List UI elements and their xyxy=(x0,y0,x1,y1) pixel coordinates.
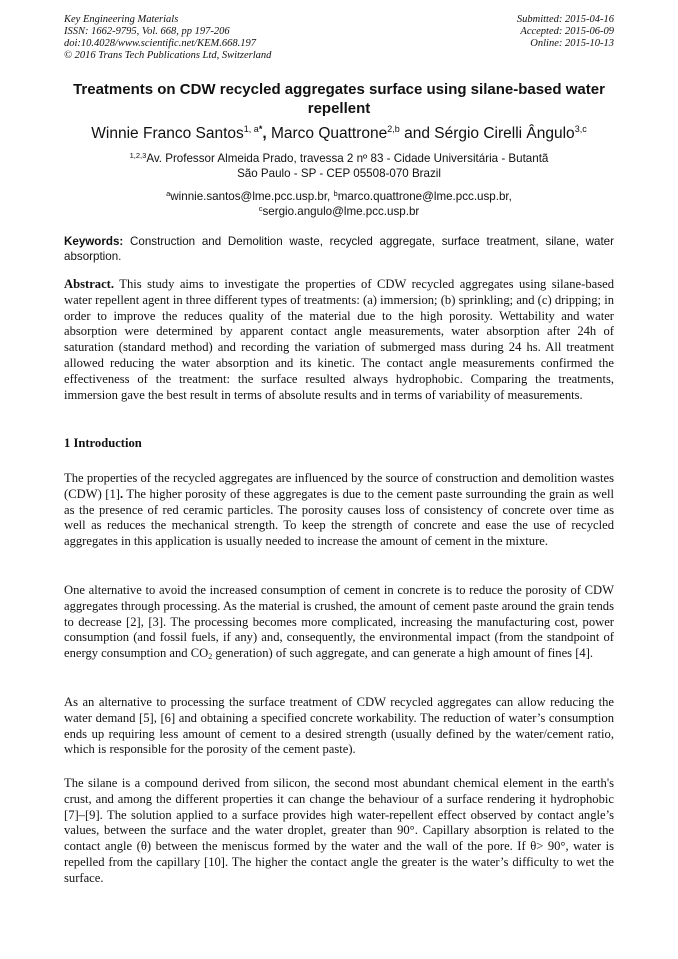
section-heading-introduction: 1 Introduction xyxy=(64,436,142,450)
author-1-name: Winnie Franco Santos xyxy=(91,125,244,142)
journal-info xyxy=(64,14,271,62)
p1-bold-dot: . xyxy=(119,486,124,501)
co2-subscript: 2 xyxy=(208,652,213,662)
keywords xyxy=(64,234,614,264)
affiliation xyxy=(64,151,614,181)
author-3-sup: 3,c xyxy=(574,124,587,134)
email-b[interactable]: marco.quattrone@lme.pcc.usp.br, xyxy=(337,190,512,203)
p2-text-b: generation) of such aggregate, and can generate a high amount of fines [4]. xyxy=(212,646,594,661)
copyright-line: © 2016 Trans Tech Publications Ltd, Switzerland xyxy=(64,50,272,61)
submitted-date: Submitted: 2015-04-16 xyxy=(516,14,614,25)
abstract xyxy=(64,277,614,403)
keywords-text: Construction and Demolition waste, recycled aggregate, surface treatment, silane, water absorption. xyxy=(64,235,614,263)
email-c[interactable]: sergio.angulo@lme.pcc.usp.br xyxy=(262,205,420,218)
email-a-sup: a xyxy=(166,189,171,198)
abstract-label: Abstract. xyxy=(64,277,115,291)
author-emails xyxy=(64,189,614,219)
affiliation-sup: 1,2,3 xyxy=(129,151,147,160)
paper-title: Treatments on CDW recycled aggregates surface using silane-based water repellent xyxy=(73,81,605,117)
email-b-sup: b xyxy=(333,189,338,198)
author-3-name: Sérgio Cirelli Ângulo xyxy=(434,125,575,142)
issn-line: ISSN: 1662-9795, Vol. 668, pp 197-206 xyxy=(64,26,230,37)
p2-text-a: One alternative to avoid the increased consumption of cement in concrete is to reduce the porosity of CDW aggregates through processing. As the material is crushed, the amount of cement paste around the grain tends to decrease [2], [3]. The processing becomes more complicated, increasing the manufacturing cost, power consumption (and fossil fuels, if any) and, consequently, the environmental impact (from the standpoint of energy consumption and CO xyxy=(64,583,614,661)
author-separator: , xyxy=(262,125,267,142)
doi-line: doi:10.4028/www.scientific.net/KEM.668.197 xyxy=(64,38,256,49)
intro-paragraph-2 xyxy=(64,583,614,662)
intro-paragraph-4: The silane is a compound derived from silicon, the second most abundant chemical element in the earth's crust, and among the different properties it can change the behaviour of a surface rendering it hydrophobic [7]–[9]. The solution applied to a surface provides high water-repellent effect observed by contact angle’s values, between the surface and the water droplet, greater than 90°. Capillary absorption is related to the contact angle (θ) between the meniscus formed by the water and the wall of the pore. If θ> 90°, water is repelled from the capillary [10]. The higher the contact angle the greater is the water’s difficulty to wet the surface. xyxy=(64,776,614,885)
accepted-date: Accepted: 2015-06-09 xyxy=(520,26,614,37)
p1-text-b: The higher porosity of these aggregates is due to the cement paste surrounding the grain as well as the presence of red ceramic particles. The porosity causes loss of consistency of concrete over time as well as reduces the mechanical strength. To keep the strength of concrete and ease the use of recycled aggregates in this application is usually needed to increase the amount of cement in the mixture. xyxy=(64,486,615,549)
email-c-sup: c xyxy=(258,204,263,213)
author-2-sup: 2,b xyxy=(387,124,400,134)
abstract-text: This study aims to investigate the properties of CDW recycled aggregates using silane-based water repellent agent in three different types of treatments: (a) immersion; (b) sprinkling; and (c) dripping; in order to improve the reduces quality of the material due to the high porosity. Wettability and water absorption were determined by apparent contact angle measurements, water absorption after 24h of saturation (standard method) and recording the variation of submerged mass during 24 hs. All treatment allowed reducing the water absorption and its kinetic. The contact angle measurements confirmed the effectiveness of the treatment: the surface resulted always hydrophobic. Comparing the treatments, immersion gave the best result in terms of absolute results and in terms of variability of measurements. xyxy=(64,277,614,402)
affiliation-line-1: Av. Professor Almeida Prado, travessa 2 nº 83 - Cidade Universitária - Butantã xyxy=(146,152,549,165)
affiliation-line-2: São Paulo - SP - CEP 05508-070 Brazil xyxy=(237,167,441,180)
author-list xyxy=(40,124,638,144)
intro-paragraph-1 xyxy=(64,471,614,550)
email-a[interactable]: winnie.santos@lme.pcc.usp.br, xyxy=(170,190,334,203)
author-1-sup: 1, a xyxy=(243,124,259,134)
journal-name: Key Engineering Materials xyxy=(64,14,179,25)
p1-text-a: The properties of the recycled aggregates are influenced by the source of construction and demolition wastes (CDW) [1] xyxy=(64,471,614,501)
corresponding-star: * xyxy=(258,124,263,134)
author-2-name: Marco Quattrone xyxy=(266,125,388,142)
online-date: Online: 2015-10-13 xyxy=(530,38,614,49)
intro-paragraph-3: As an alternative to processing the surface treatment of CDW recycled aggregates can allow reducing the water demand [5], [6] and obtaining a specified concrete workability. The reduction of water’s consumption ends up requiring less amount of cement to a desired strength (usually defined by the water/cement ratio, which is responsible for the porosity of the cement paste). xyxy=(64,695,614,757)
dates-info xyxy=(517,14,614,50)
author-and: and xyxy=(399,125,435,142)
keywords-label: Keywords: xyxy=(64,235,124,248)
